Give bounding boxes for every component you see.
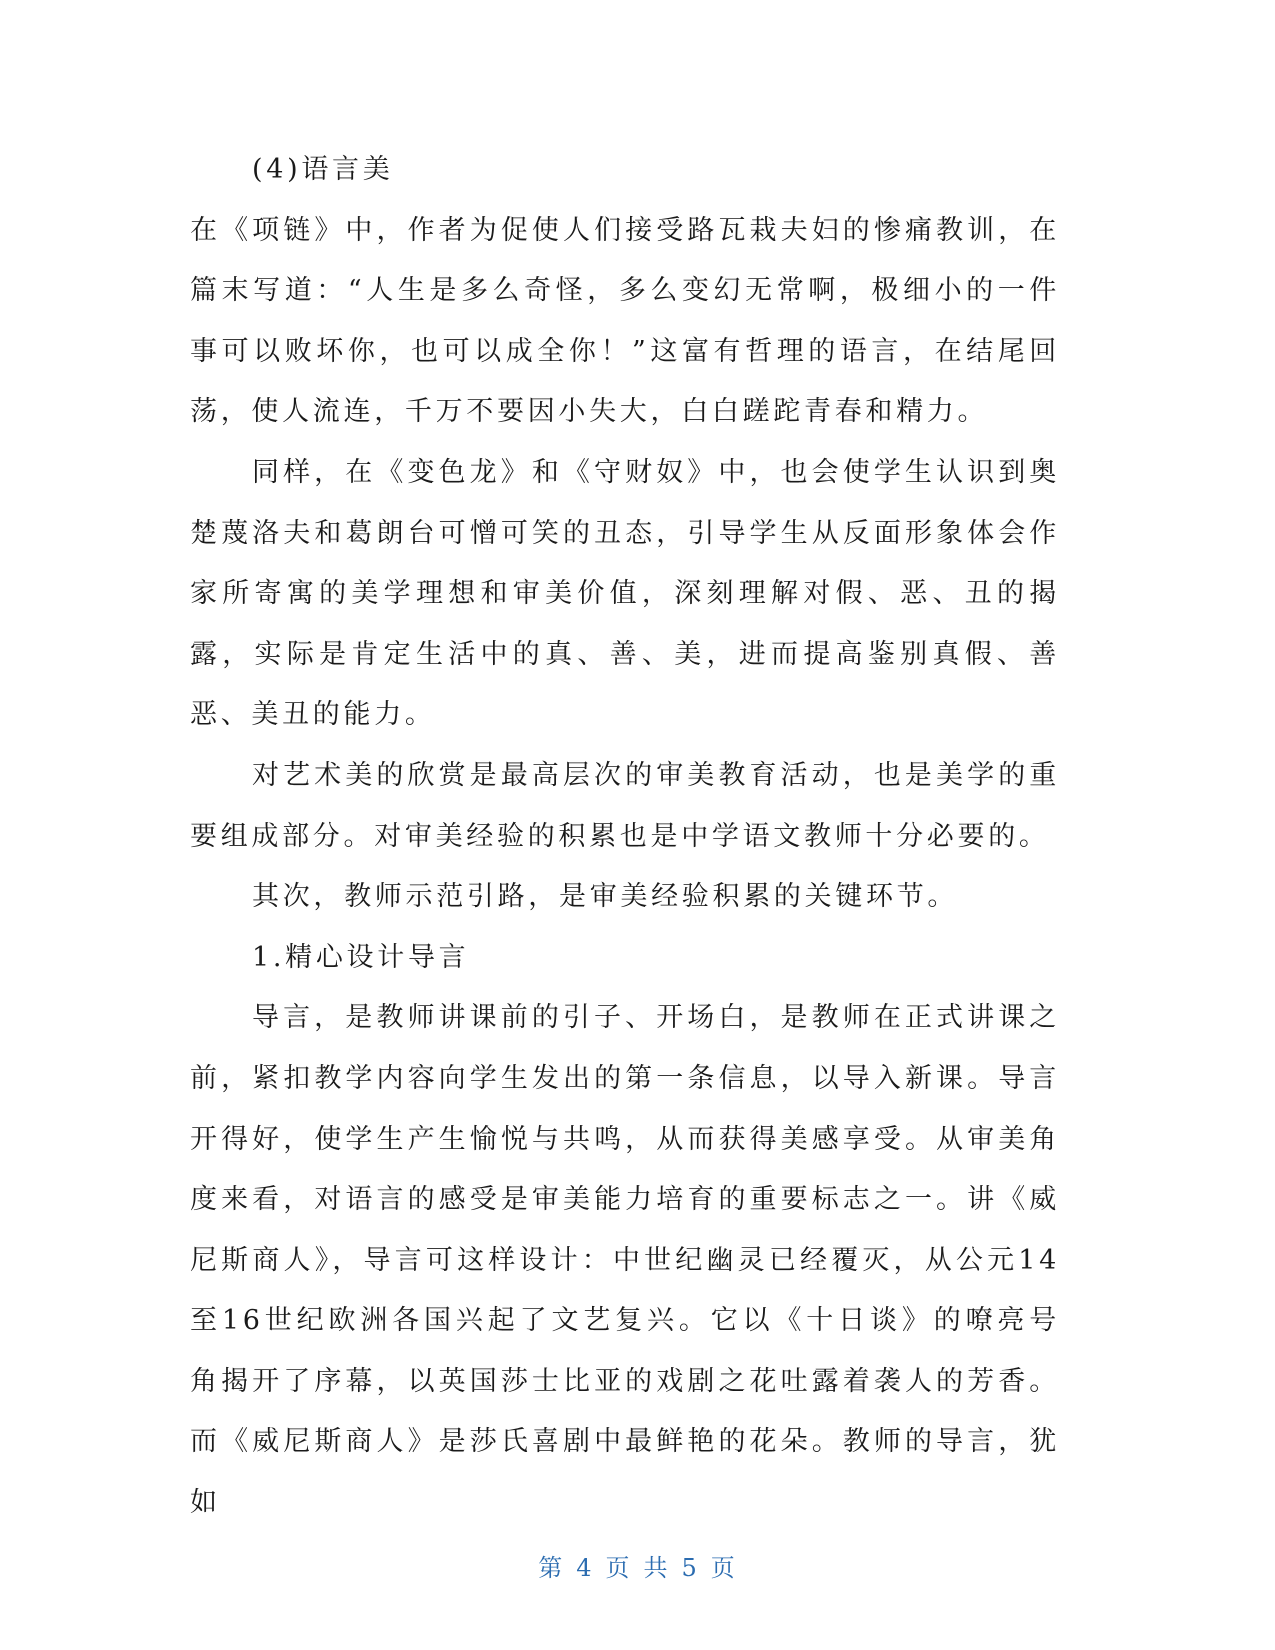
footer-label-total: 共 — [643, 1554, 670, 1582]
paragraph: (4)语言美 — [252, 154, 394, 185]
footer-total-pages: 5 — [681, 1554, 699, 1582]
paragraph: 1.精心设计导言 — [252, 941, 470, 973]
paragraph: 同样，在《变色龙》和《守财奴》中，也会使学生认识到奥楚蔑洛夫和葛朗台可憎可笑的丑态，引导学生从反面形象体会作家所寄寓的美学理想和审美价值，深刻理解对假、恶、丑的揭露，实际是肯定生活中的真、善、美，进而提高鉴别真假、善恶、美丑的能力。 — [190, 456, 1060, 731]
page-footer — [0, 1548, 1275, 1583]
paragraph: 其次，教师示范引路，是审美经验积累的关键环节。 — [252, 881, 959, 913]
paragraph: 导言，是教师讲课前的引子、开场白，是教师在正式讲课之前，紧扣教学内容向学生发出的第一条信息，以导入新课。导言开得好，使学生产生愉悦与共鸣，从而获得美感享受。从审美角度来看，对语言的感受是审美能力培育的重要标志之一。讲《威尼斯商人》，导言可这样设计：中世纪幽灵已经覆灭，从公元14至16世纪欧洲各国兴起了文艺复兴。它以《十日谈》的嘹亮号角揭开了序幕，以英国莎士比亚的戏剧之花吐露着袭人的芳香。而《威尼斯商人》是莎氏喜剧中最鲜艳的花朵。教师的导言，犹如 — [190, 1002, 1060, 1519]
footer-label-page: 第 — [538, 1554, 565, 1582]
footer-current-page: 4 — [576, 1554, 594, 1582]
paragraph: 对艺术美的欣赏是最高层次的审美教育活动，也是美学的重要组成部分。对审美经验的积累也是中学语文教师十分必要的。 — [190, 759, 1060, 852]
footer-label-ye: 页 — [605, 1554, 632, 1582]
document-body — [190, 140, 1060, 1534]
paragraph: 在《项链》中，作者为促使人们接受路瓦栽夫妇的惨痛教训，在篇末写道：“人生是多么奇怪，多么变幻无常啊，极细小的一件事可以败坏你，也可以成全你！”这富有哲理的语言，在结尾回荡，使人流连，千万不要因小失大，白白蹉跎青春和精力。 — [190, 214, 1060, 428]
footer-label-ye2: 页 — [710, 1554, 737, 1582]
